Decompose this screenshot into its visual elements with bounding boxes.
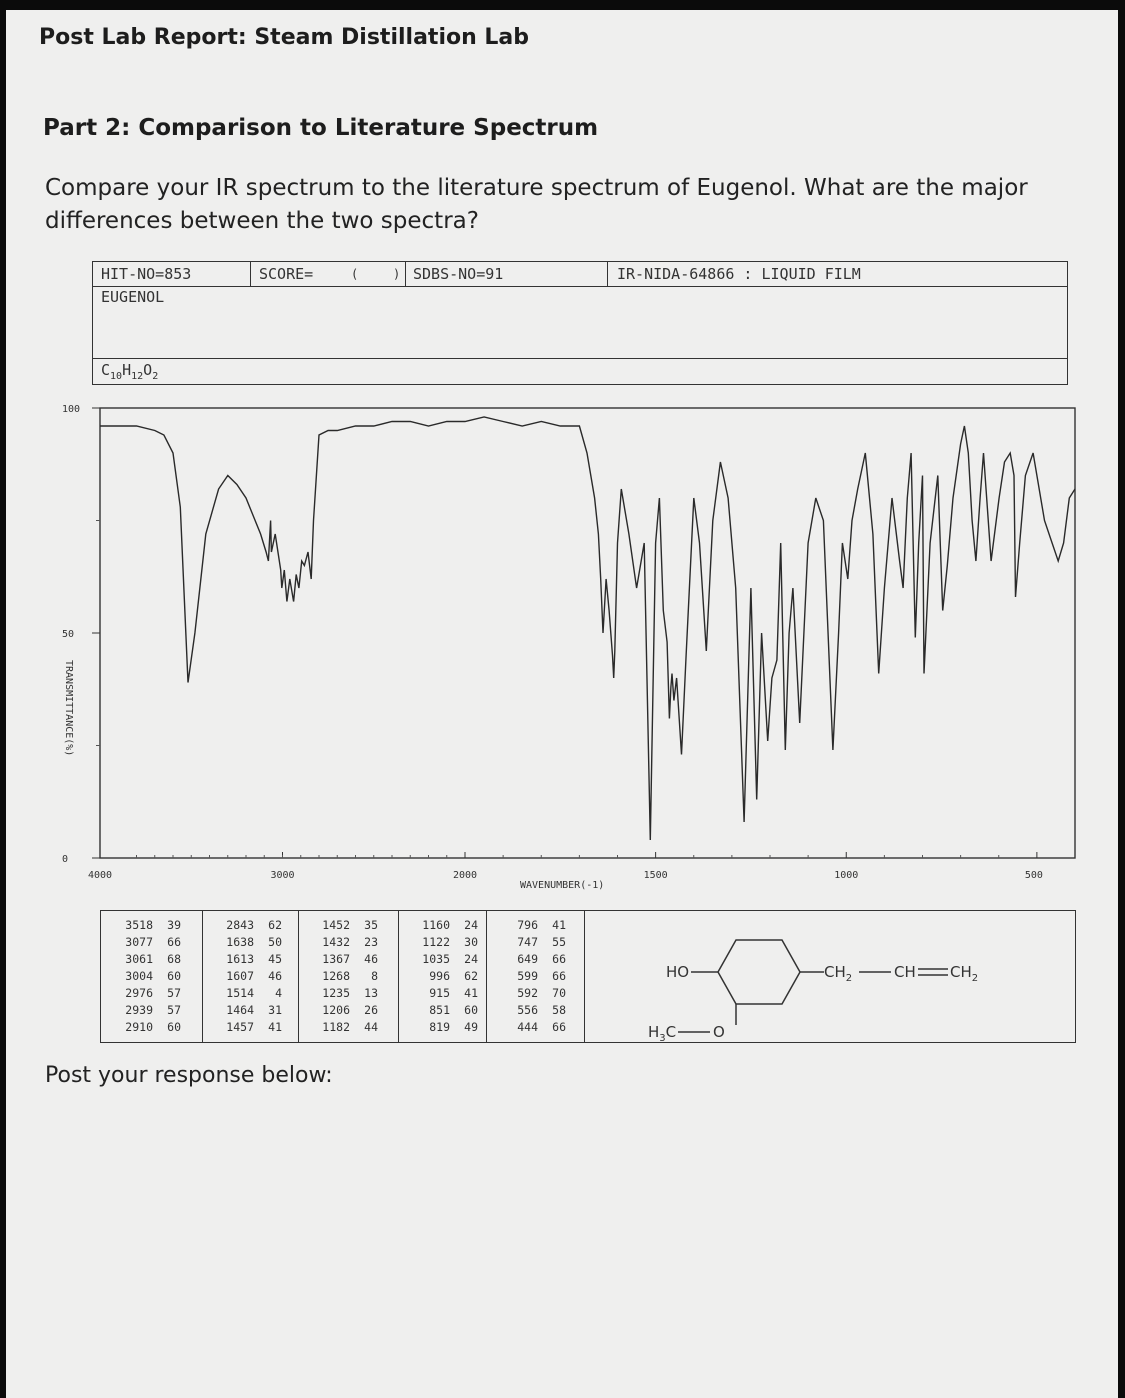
spectrum-header-box: HIT-NO=853 SCORE= ( ) SDBS-NO=91 IR-NIDA-64866 : LIQUID FILM EUGENOL $C_{10}H_{12}O_2$ [92,261,1068,385]
peak-row [406,1019,486,1036]
question-text: Compare your IR spectrum to the literature spectrum of Eugenol. What are the major differences between the two spectra? [45,175,1028,234]
x-tick-label: 3000 [270,870,295,881]
peak-row [494,917,584,934]
peak-wavenumber: 556 [517,1003,538,1017]
plot-frame [100,408,1075,858]
peak-table-column [101,917,202,1036]
peak-wavenumber: 1457 [226,1020,254,1034]
hit-number: HIT-NO=853 [101,265,192,283]
peak-transmittance: 30 [464,935,478,949]
peak-transmittance: 24 [464,918,478,932]
methine-label: CH [894,963,916,981]
peak-wavenumber: 1268 [322,969,350,983]
peak-wavenumber: 2939 [125,1003,153,1017]
peak-wavenumber: 3061 [125,952,153,966]
peak-table-column [486,917,584,1036]
peak-row [210,1019,298,1036]
peak-wavenumber: 819 [429,1020,450,1034]
peak-row [210,951,298,968]
peak-transmittance: 39 [167,918,181,932]
peak-transmittance: 66 [552,969,566,983]
part-title: Part 2: Comparison to Literature Spectrum [43,115,599,141]
peak-row [109,968,202,985]
peak-row [109,985,202,1002]
peak-transmittance: 49 [464,1020,478,1034]
peak-wavenumber: 1035 [422,952,450,966]
peak-wavenumber: 1182 [322,1020,350,1034]
molecular-formula: $C_{10}H_{12}O_2$ [101,361,159,382]
peak-wavenumber: 851 [429,1003,450,1017]
methyl-label: $H_3C$ [648,1023,677,1043]
peak-row [494,985,584,1002]
peak-wavenumber: 592 [517,986,538,1000]
peak-transmittance: 31 [268,1003,282,1017]
peak-transmittance: 58 [552,1003,566,1017]
peak-wavenumber: 599 [517,969,538,983]
benzene-ring [718,940,800,1004]
peak-row [109,1019,202,1036]
spectrum-line [100,417,1075,840]
compound-name: EUGENOL [101,288,165,306]
peak-transmittance: 41 [464,986,478,1000]
peak-wavenumber: 1206 [322,1003,350,1017]
peak-row [494,951,584,968]
peak-row [210,1002,298,1019]
peak-transmittance: 46 [268,969,282,983]
peak-transmittance: 35 [364,918,378,932]
peak-wavenumber: 996 [429,969,450,983]
peak-row [210,917,298,934]
peak-table-column [398,917,486,1036]
peak-row [306,1019,398,1036]
peak-row [210,985,298,1002]
peak-transmittance: 62 [268,918,282,932]
peak-wavenumber: 1464 [226,1003,254,1017]
peak-wavenumber: 1122 [422,935,450,949]
peak-row [306,934,398,951]
peak-row [306,1002,398,1019]
peak-wavenumber: 1160 [422,918,450,932]
methylene-label: $CH_2$ [824,963,853,984]
y-tick-label: 100 [62,404,81,415]
peak-transmittance: 13 [364,986,378,1000]
peak-transmittance: 60 [167,1020,181,1034]
x-tick-label: 4000 [88,870,113,881]
eugenol-structure [586,911,1076,1043]
peak-row [109,951,202,968]
x-tick-label: 1500 [643,870,668,881]
peak-transmittance: 55 [552,935,566,949]
peak-row [210,968,298,985]
peak-wavenumber: 796 [517,918,538,932]
peak-wavenumber: 1638 [226,935,254,949]
peak-transmittance: 57 [167,986,181,1000]
peak-transmittance: 57 [167,1003,181,1017]
x-tick-label: 2000 [453,870,478,881]
peak-wavenumber: 1235 [322,986,350,1000]
sdbs-number: SDBS-NO=91 [413,265,504,283]
peak-row [494,934,584,951]
peak-transmittance: 66 [167,935,181,949]
peak-wavenumber: 3004 [125,969,153,983]
hydroxyl-label: HO [666,963,690,981]
peak-row [494,1002,584,1019]
peak-transmittance: 50 [268,935,282,949]
peak-wavenumber: 3077 [125,935,153,949]
ether-oxygen-label: O [713,1023,725,1041]
peak-row [109,1002,202,1019]
peak-row [109,934,202,951]
peak-table-column [202,917,298,1036]
peak-row [406,951,486,968]
peak-wavenumber: 3518 [125,918,153,932]
peak-transmittance: 4 [275,986,282,1000]
ir-nida-number: IR-NIDA-64866 : LIQUID FILM [617,265,861,283]
peak-wavenumber: 1367 [322,952,350,966]
peak-row [306,985,398,1002]
peak-row [306,968,398,985]
terminal-methylene-label: $CH_2$ [950,963,979,984]
peak-transmittance: 60 [167,969,181,983]
peak-row [306,917,398,934]
peak-transmittance: 24 [464,952,478,966]
y-tick-label: 0 [62,854,69,865]
peak-wavenumber: 915 [429,986,450,1000]
peak-row [306,951,398,968]
peak-transmittance: 60 [464,1003,478,1017]
x-tick-label: 1000 [834,870,859,881]
peak-transmittance: 8 [371,969,378,983]
peak-row [406,985,486,1002]
x-axis-label: WAVENUMBER(-1) [520,880,605,891]
document-title: Post Lab Report: Steam Distillation Lab [39,25,530,50]
peak-row [210,934,298,951]
peak-wavenumber: 2976 [125,986,153,1000]
peak-transmittance: 68 [167,952,181,966]
peak-transmittance: 46 [364,952,378,966]
peak-transmittance: 41 [552,918,566,932]
peak-wavenumber: 649 [517,952,538,966]
peak-row [406,934,486,951]
peak-row [406,1002,486,1019]
peak-row [406,917,486,934]
y-axis-label: TRANSMITTANCE(%) [63,660,74,757]
peak-transmittance: 66 [552,952,566,966]
peak-transmittance: 66 [552,1020,566,1034]
peak-transmittance: 41 [268,1020,282,1034]
peak-wavenumber: 444 [517,1020,538,1034]
x-tick-label: 500 [1024,870,1043,881]
peak-transmittance: 26 [364,1003,378,1017]
peak-wavenumber: 2843 [226,918,254,932]
peak-transmittance: 62 [464,969,478,983]
peak-transmittance: 70 [552,986,566,1000]
post-prompt: Post your response below: [45,1063,333,1088]
peak-table-column [298,917,398,1036]
peak-row [494,1019,584,1036]
peak-wavenumber: 1613 [226,952,254,966]
peak-row [494,968,584,985]
y-tick-label: 50 [62,629,75,640]
score-label: SCORE= [259,265,314,283]
peak-wavenumber: 747 [517,935,538,949]
peak-row [406,968,486,985]
peak-transmittance: 44 [364,1020,378,1034]
peak-wavenumber: 1452 [322,918,350,932]
peak-row [109,917,202,934]
peak-table [100,910,1076,1043]
peak-wavenumber: 1514 [226,986,254,1000]
peak-wavenumber: 1607 [226,969,254,983]
peak-wavenumber: 2910 [125,1020,153,1034]
peak-transmittance: 45 [268,952,282,966]
peak-wavenumber: 1432 [322,935,350,949]
peak-transmittance: 23 [364,935,378,949]
